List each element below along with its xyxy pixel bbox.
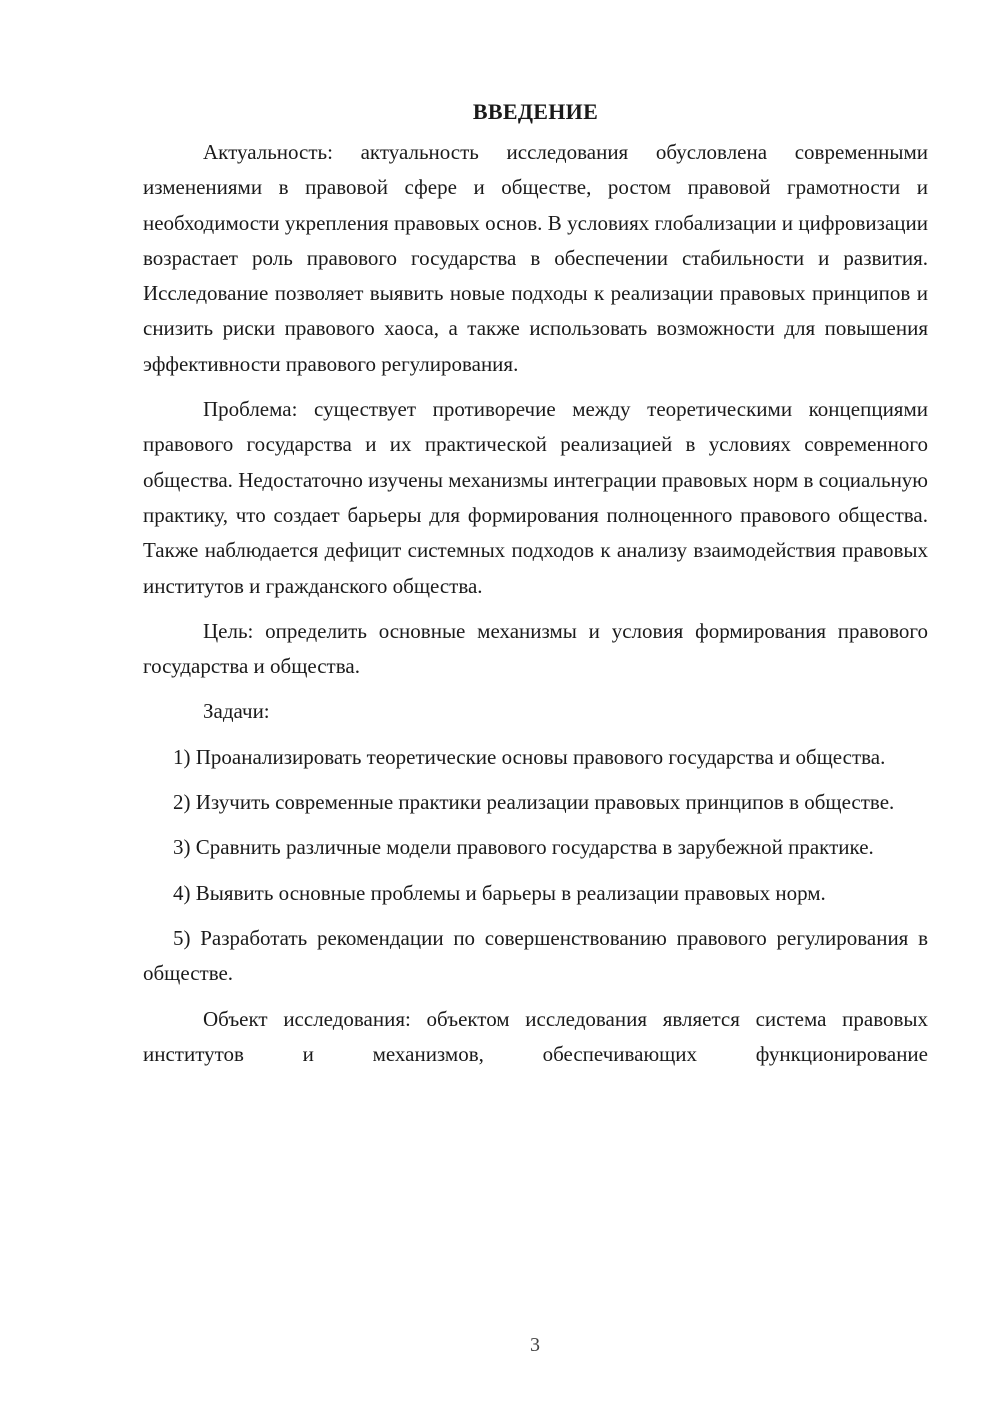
task-item-1: 1) Проанализировать теоретические основы правового государства и общества. [173,744,886,769]
document-page [143,94,928,1082]
section-title: ВВЕДЕНИЕ [472,99,599,124]
page-number: 3 [530,1334,540,1356]
goal-paragraph: Цель: определить основные механизмы и условия формирования правового государства и общества. [143,618,928,679]
task-item-5: 5) Разработать рекомендации по совершенствованию правового регулирования в обществе. [143,925,928,986]
object-paragraph: Объект исследования: объектом исследования является система правовых институтов и механизмов, обеспечивающих функционирование [143,1006,928,1066]
relevance-paragraph: Актуальность: актуальность исследования обусловлена современными изменениями в правовой сфере и обществе, ростом правовой грамотности и необходимости укрепления правовых основ. В условиях глобализации и цифровизации возрастает роль правового государства в обеспечении стабильности и развития. Исследование позволяет выявить новые подходы к реализации правовых принципов и снизить риски правового хаоса, а также использовать возможности для повышения эффективности правового регулирования. [143,140,928,376]
task-item-4: 4) Выявить основные проблемы и барьеры в реализации правовых норм. [173,880,826,905]
tasks-heading: Задачи: [203,699,270,724]
task-item-3: 3) Сравнить различные модели правового государства в зарубежной практике. [173,835,874,860]
task-item-2: 2) Изучить современные практики реализации правовых принципов в обществе. [173,790,895,815]
problem-paragraph: Проблема: существует противоречие между теоретическими концепциями правового государства и их практической реализацией в условиях современного общества. Недостаточно изучены механизмы интеграции правовых норм в социальную практику, что создает барьеры для формирования полноценного правового общества. Также наблюдается дефицит системных подходов к анализу взаимодействия правовых институтов и гражданского общества. [143,397,928,598]
